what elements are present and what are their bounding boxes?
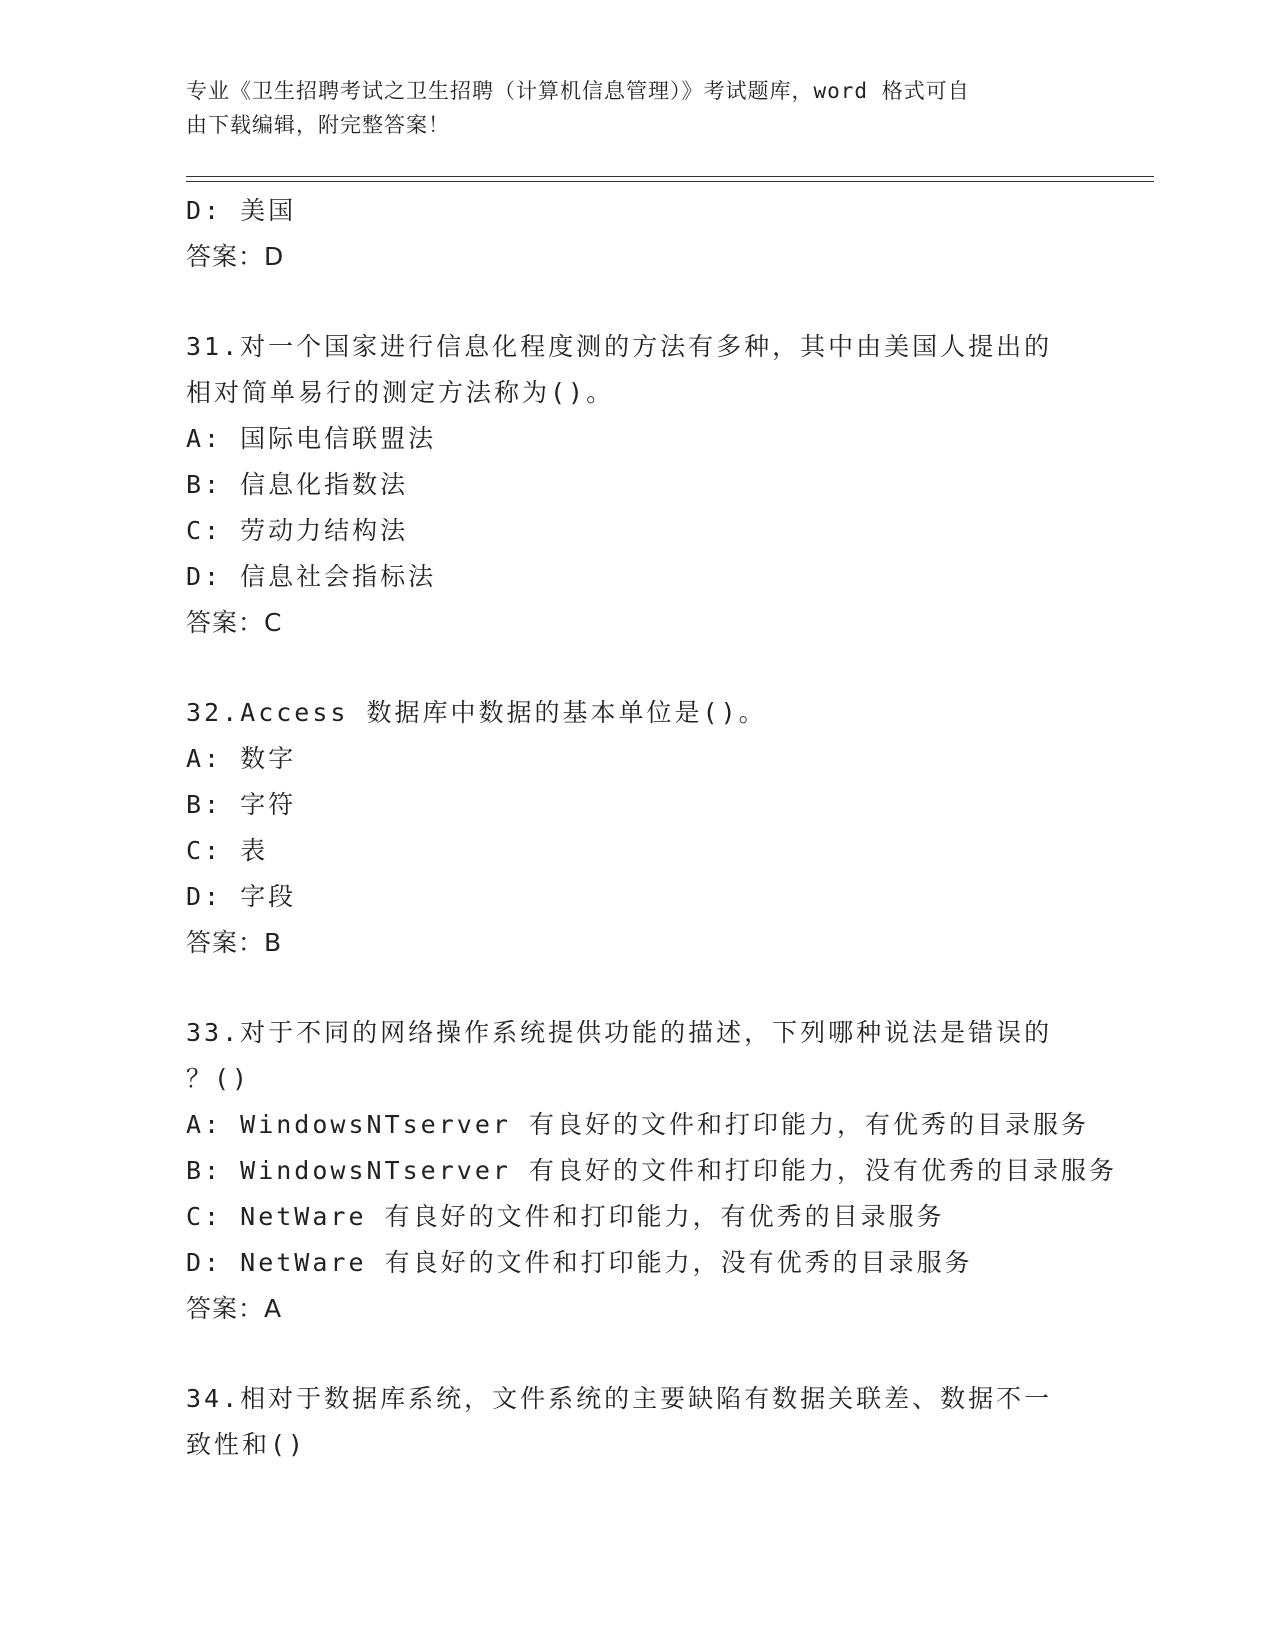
option-a: A: WindowsNTserver 有良好的文件和打印能力，有优秀的目录服务 [186,1110,1089,1139]
header-divider-bottom [186,181,1154,182]
option-c: C: NetWare 有良好的文件和打印能力，有优秀的目录服务 [186,1202,945,1231]
question-32 [186,690,1086,966]
question-stem: 相对简单易行的测定方法称为()。 [186,378,615,407]
header-line-2: 由下载编辑，附完整答案！ [186,113,450,137]
question-stem: ？() [186,1064,251,1093]
question-stem: 31.对一个国家进行信息化程度测的方法有多种，其中由美国人提出的 [186,332,1053,361]
question-stem: 32.Access 数据库中数据的基本单位是()。 [186,698,767,727]
option-a: A: 数字 [186,744,297,773]
question-31 [186,324,1086,646]
option-a: A: 国际电信联盟法 [186,424,437,453]
header-divider-top [186,176,1154,177]
option-d: D: NetWare 有良好的文件和打印能力，没有优秀的目录服务 [186,1248,973,1277]
question-stem: 34.相对于数据库系统，文件系统的主要缺陷有数据关联差、数据不一 [186,1384,1053,1413]
question-33 [186,1010,1117,1332]
question-stem: 致性和() [186,1430,307,1459]
answer-line: 答案：B [186,928,283,957]
document-body [186,188,1117,1468]
option-b: B: WindowsNTserver 有良好的文件和打印能力，没有优秀的目录服务 [186,1156,1117,1185]
option-d: D: 信息社会指标法 [186,562,437,591]
option-d: D: 美国 [186,196,297,225]
option-b: B: 字符 [186,790,297,819]
option-d: D: 字段 [186,882,297,911]
question-30-tail [186,188,1086,280]
answer-line: 答案：C [186,608,283,637]
option-b: B: 信息化指数法 [186,470,409,499]
answer-line: 答案：D [186,242,285,271]
option-c: C: 劳动力结构法 [186,516,409,545]
header-line-1: 专业《卫生招聘考试之卫生招聘（计算机信息管理）》考试题库，word 格式可自 [186,79,970,103]
option-c: C: 表 [186,836,269,865]
answer-line: 答案：A [186,1294,283,1323]
question-34 [186,1376,1086,1468]
question-stem: 33.对于不同的网络操作系统提供功能的描述，下列哪种说法是错误的 [186,1018,1053,1047]
document-header [186,74,1066,142]
